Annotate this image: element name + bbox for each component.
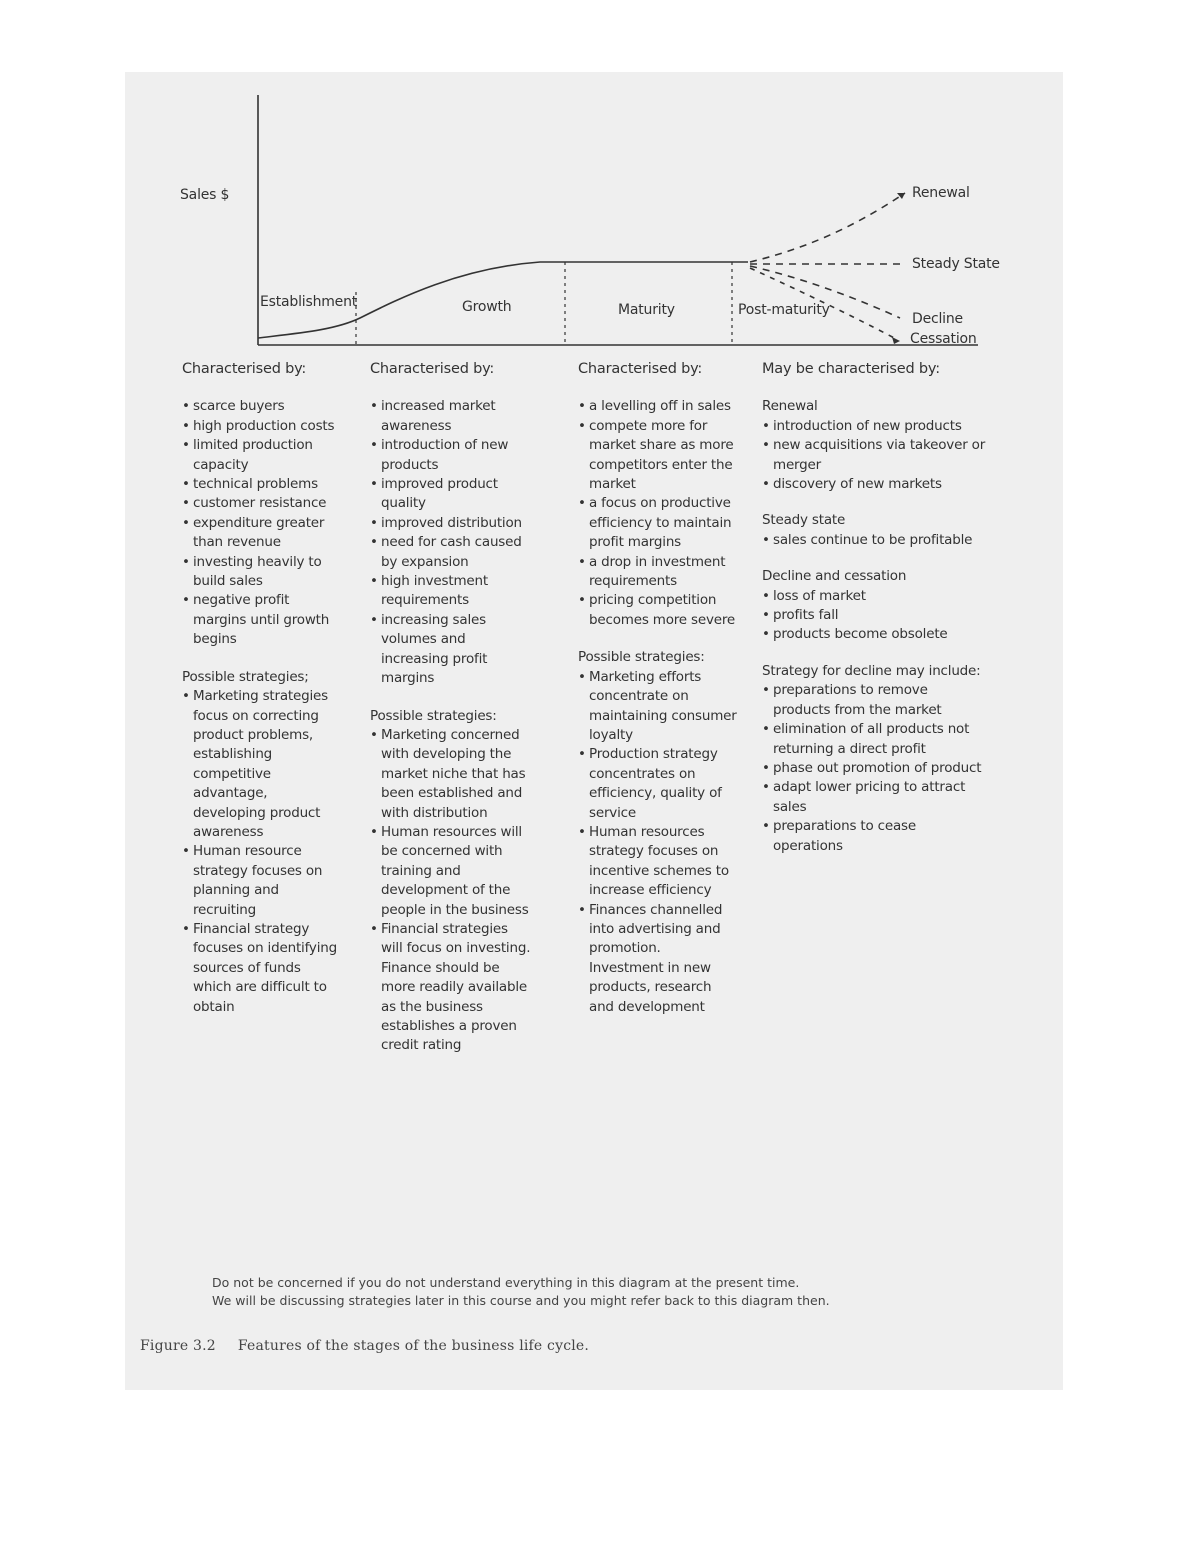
stage-label-maturity: Maturity	[618, 302, 675, 318]
characteristics-list	[370, 397, 531, 688]
group-title: Steady state	[762, 512, 846, 529]
column-post-maturity	[762, 360, 988, 856]
group-title: Decline and cessation	[762, 568, 907, 585]
list-item: • increasing sales volumes and increasing profit margins	[370, 611, 531, 689]
group-title: Renewal	[762, 398, 818, 415]
footnote-line: Do not be concerned if you do not understand everything in this diagram at the present time.	[212, 1275, 800, 1290]
list-item: • profits fall	[762, 606, 988, 625]
list-item: • Human resources will be concerned with training and development of the people in the business	[370, 823, 531, 920]
list-item: • need for cash caused by expansion	[370, 533, 531, 572]
column-growth	[370, 360, 531, 1056]
outcome-cessation: Cessation	[910, 331, 977, 347]
outcome-steady-state: Steady State	[912, 256, 1000, 272]
strategies-list	[182, 687, 343, 1017]
group-renewal	[762, 397, 988, 494]
footnote-line: We will be discussing strategies later in this course and you might refer back to this diagram then.	[212, 1293, 830, 1308]
list-item: • introduction of new products	[762, 417, 988, 436]
list-item: • Financial strategies will focus on investing. Finance should be more readily available as the business establishes a proven credit rating	[370, 920, 531, 1056]
stage-label-establishment: Establishment	[260, 294, 358, 310]
list-item: • sales continue to be profitable	[762, 531, 988, 550]
list-item: • Marketing efforts concentrate on maintaining consumer loyalty	[578, 668, 739, 746]
list-item: • expenditure greater than revenue	[182, 514, 343, 553]
group-title: Strategy for decline may include:	[762, 662, 981, 679]
life-cycle-chart	[0, 0, 1200, 360]
column-establishment	[182, 360, 343, 1017]
list-item: • preparations to remove products from the market	[762, 681, 988, 720]
list-item: • Finances channelled into advertising and promotion. Investment in new products, research and development	[578, 901, 739, 1017]
list-item: • Production strategy concentrates on efficiency, quality of service	[578, 745, 739, 823]
column-heading: Characterised by:	[578, 361, 703, 377]
list-item: • technical problems	[182, 475, 343, 494]
strategies-heading: Possible strategies:	[578, 649, 705, 666]
list-item: • introduction of new products	[370, 436, 531, 475]
cessation-arrow-icon	[892, 337, 900, 344]
list-item: • customer resistance	[182, 494, 343, 513]
list-item: • Financial strategy focuses on identifying sources of funds which are difficult to obtain	[182, 920, 343, 1017]
stage-label-growth: Growth	[462, 299, 512, 315]
strategies-list	[578, 668, 739, 1017]
list-item: • a focus on productive efficiency to maintain profit margins	[578, 494, 739, 552]
list-item: • improved product quality	[370, 475, 531, 514]
list-item: • products become obsolete	[762, 625, 988, 644]
list-item: • a levelling off in sales	[578, 397, 739, 416]
renewal-path	[750, 193, 905, 262]
list-item: • investing heavily to build sales	[182, 553, 343, 592]
strategies-heading: Possible strategies;	[182, 668, 309, 685]
figure-number: Figure 3.2	[140, 1338, 216, 1354]
group-decline-strategy	[762, 662, 988, 856]
y-axis-label: Sales $	[180, 187, 230, 203]
list-item: • Human resources strategy focuses on incentive schemes to increase efficiency	[578, 823, 739, 901]
list-item: • high investment requirements	[370, 572, 531, 611]
characteristics-list	[578, 397, 739, 630]
footnote	[212, 1274, 932, 1310]
column-maturity	[578, 360, 739, 1017]
outcome-renewal: Renewal	[912, 185, 970, 201]
list-item: • Human resource strategy focuses on planning and recruiting	[182, 842, 343, 920]
list-item: • elimination of all products not returning a direct profit	[762, 720, 988, 759]
list-item: • phase out promotion of product	[762, 759, 988, 778]
list-item: • pricing competition becomes more severe	[578, 591, 739, 630]
figure-caption-text: Features of the stages of the business life cycle.	[237, 1338, 590, 1354]
list-item: • new acquisitions via takeover or merger	[762, 436, 988, 475]
strategies-list	[370, 726, 531, 1056]
list-item: • increased market awareness	[370, 397, 531, 436]
list-item: • a drop in investment requirements	[578, 553, 739, 592]
list-item: • preparations to cease operations	[762, 817, 988, 856]
figure-caption	[140, 1338, 589, 1354]
characteristics-list	[182, 397, 343, 649]
list-item: • negative profit margins until growth begins	[182, 591, 343, 649]
list-item: • limited production capacity	[182, 436, 343, 475]
list-item: • improved distribution	[370, 514, 531, 533]
group-decline-cessation	[762, 567, 988, 645]
list-item: • adapt lower pricing to attract sales	[762, 778, 988, 817]
outcome-decline: Decline	[912, 311, 963, 327]
group-steady-state	[762, 511, 988, 550]
list-item: • compete more for market share as more competitors enter the market	[578, 417, 739, 495]
list-item: • Marketing concerned with developing the market niche that has been established and with distribution	[370, 726, 531, 823]
list-item: • Marketing strategies focus on correcting product problems, establishing competitive advantage, developing product awareness	[182, 687, 343, 842]
list-item: • loss of market	[762, 587, 988, 606]
column-heading: May be characterised by:	[762, 361, 940, 377]
column-heading: Characterised by:	[182, 361, 307, 377]
stage-label-post-maturity: Post-maturity	[738, 302, 830, 318]
list-item: • discovery of new markets	[762, 475, 988, 494]
list-item: • high production costs	[182, 417, 343, 436]
list-item: • scarce buyers	[182, 397, 343, 416]
column-heading: Characterised by:	[370, 361, 495, 377]
strategies-heading: Possible strategies:	[370, 707, 497, 724]
